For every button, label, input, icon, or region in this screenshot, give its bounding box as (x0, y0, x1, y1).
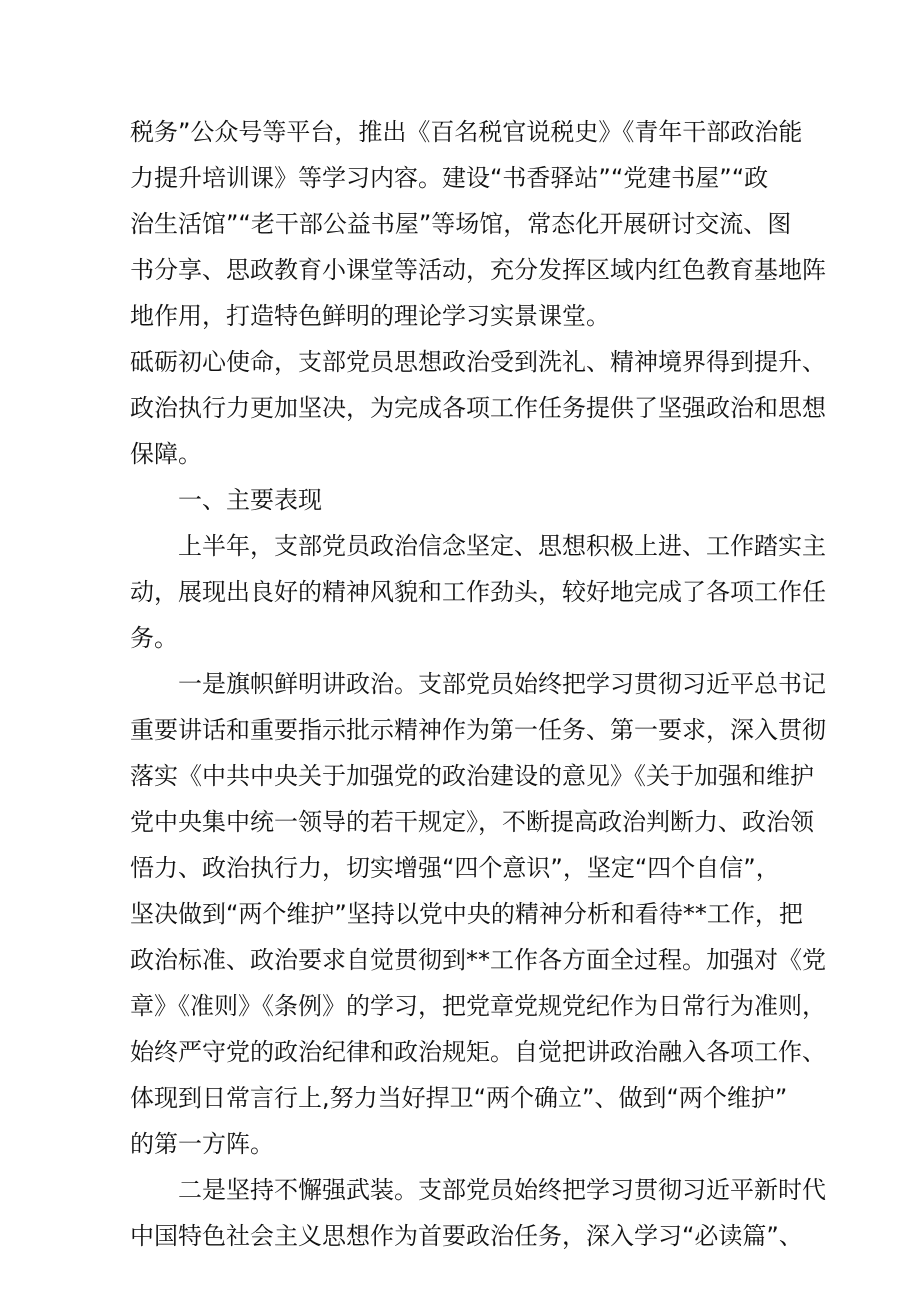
text-line: 落实《中共中央关于加强党的政治建设的意见》《关于加强和维护 (130, 762, 814, 790)
section-heading: 一、主要表现 (178, 486, 322, 514)
text-line: 的第一方阵。 (130, 1130, 274, 1158)
text-line: 始终严守党的政治纪律和政治规矩。自觉把讲政治融入各项工作、 (130, 1038, 826, 1066)
text-line: 上半年，支部党员政治信念坚定、思想积极上进、工作踏实主 (178, 532, 826, 560)
text-line: 地作用，打造特色鲜明的理论学习实景课堂。 (130, 302, 610, 330)
text-line: 二是坚持不懈强武装。支部党员始终把学习贯彻习近平新时代 (178, 1176, 826, 1204)
text-line: 务。 (130, 624, 178, 652)
text-line: 砥砺初心使命，支部党员思想政治受到洗礼、精神境界得到提升、 (130, 348, 826, 376)
text-line: 重要讲话和重要指示批示精神作为第一任务、第一要求，深入贯彻 (130, 716, 826, 744)
text-line: 治生活馆”“老干部公益书屋”等场馆，常态化开展研讨交流、图 (130, 210, 792, 238)
text-line: 力提升培训课》等学习内容。建设“书香驿站”“党建书屋”“政 (130, 164, 769, 192)
text-line: 章》《准则》《条例》的学习，把党章党规党纪作为日常行为准则， (130, 992, 826, 1020)
text-line: 政治执行力更加坚决，为完成各项工作任务提供了坚强政治和思想 (130, 394, 826, 422)
text-line: 体现到日常言行上,努力当好捍卫“两个确立”、做到“两个维护” (130, 1084, 788, 1112)
text-line: 税务”公众号等平台，推出《百名税官说税史》《青年干部政治能 (130, 118, 803, 146)
text-line: 坚决做到“两个维护”坚持以党中央的精神分析和看待**工作，把 (130, 900, 803, 928)
text-line: 政治标准、政治要求自觉贯彻到**工作各方面全过程。加强对《党 (130, 946, 826, 974)
text-line: 保障。 (130, 440, 202, 468)
text-line: 悟力、政治执行力，切实增强“四个意识”，坚定“四个自信”， (130, 854, 780, 882)
text-line: 动，展现出良好的精神风貌和工作劲头，较好地完成了各项工作任 (130, 578, 826, 606)
text-line: 党中央集中统一领导的若干规定》，不断提高政治判断力、政治领 (130, 808, 814, 836)
text-line: 书分享、思政教育小课堂等活动，充分发挥区域内红色教育基地阵 (130, 256, 826, 284)
text-line: 一是旗帜鲜明讲政治。支部党员始终把学习贯彻习近平总书记 (178, 670, 826, 698)
text-line: 中国特色社会主义思想作为首要政治任务，深入学习“必读篇”、 (130, 1222, 803, 1250)
